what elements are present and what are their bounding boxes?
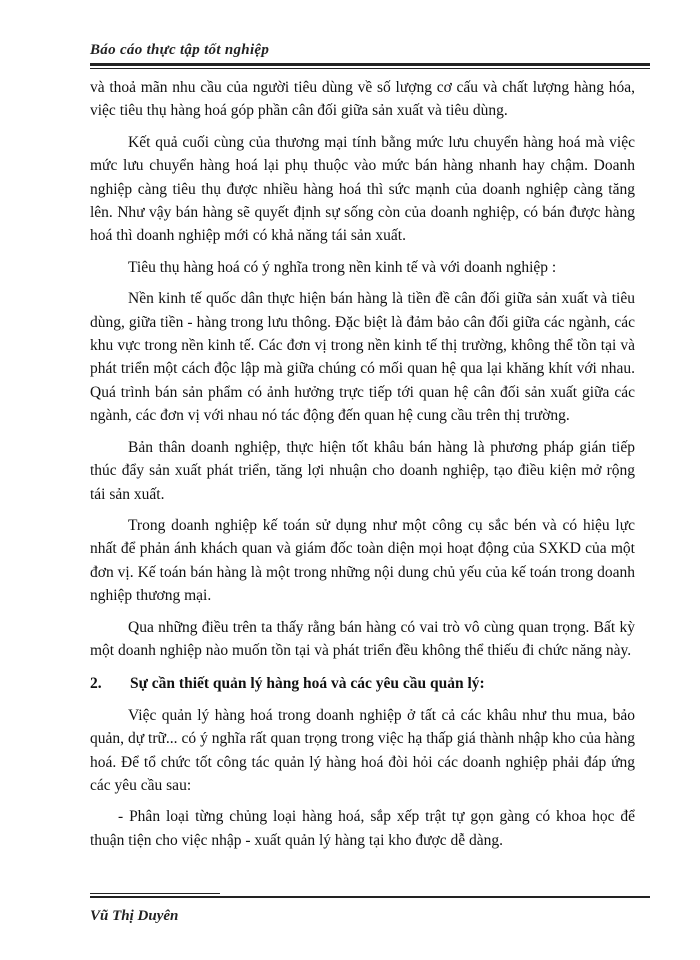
paragraph-enterprise-itself: Bản thân doanh nghiệp, thực hiện tốt khâu bán hàng là phương pháp gián tiếp thúc đẩy sản xuất phát triển, tăng lợi nhuận cho doanh nghiệp, tạo điều kiện mở rộng tái sản xuất.: [90, 438, 635, 503]
footer-rule-short: [90, 893, 220, 894]
page-header: [90, 40, 650, 69]
page-footer: [90, 893, 650, 925]
paragraph-continuation: và thoả mãn nhu cầu của người tiêu dùng về số lượng cơ cấu và chất lượng hàng hóa, việc tiêu thụ hàng hoá góp phần cân đối giữa sản xuất và tiêu dùng.: [90, 79, 635, 120]
paragraph-meaning-intro: Tiêu thụ hàng hoá có ý nghĩa trong nền kinh tế và với doanh nghiệp :: [128, 258, 557, 276]
paragraph-conclusion: Qua những điều trên ta thấy rằng bán hàng có vai trò vô cùng quan trọng. Bất kỳ một doanh nghiệp nào muốn tồn tại và phát triển đều không thể thiếu đi chức năng này.: [90, 618, 635, 659]
paragraph-result-of-trade: Kết quả cuối cùng của thương mại tính bằng mức lưu chuyển hàng hoá mà việc mức lưu chuyển hàng hoá lại phụ thuộc vào mức bán hàng nhanh hay chậm. Doanh nghiệp càng tiêu thụ được nhiều hàng hoá thì sức mạnh của doanh nghiệp càng tăng lên. Như vậy bán hàng sẽ quyết định sự sống còn của doanh nghiệp, có bán được hàng hoá thì doanh nghiệp mới có khả năng tái sản xuất.: [90, 133, 635, 245]
paragraph-goods-management: Việc quản lý hàng hoá trong doanh nghiệp ở tất cả các khâu như thu mua, bảo quản, dự trữ... có ý nghĩa rất quan trọng trong việc hạ thấp giá thành nhập kho của hàng hoá. Để tổ chức tốt công tác quản lý hàng hoá đòi hỏi các doanh nghiệp phải đáp ứng các yêu cầu sau:: [90, 706, 635, 794]
section-title: Sự cần thiết quản lý hàng hoá và các yêu cầu quản lý:: [130, 675, 485, 693]
paragraph-national-economy: Nền kinh tế quốc dân thực hiện bán hàng là tiền đề cân đối giữa sản xuất và tiêu dùng, giữa tiền - hàng trong lưu thông. Đặc biệt là đảm bảo cân đối giữa các ngành, các khu vực trong nền kinh tế. Các đơn vị trong nền kinh tế thị trường, không thể tồn tại và phát triển một cách độc lập mà giữa chúng có mối quan hệ qua lại khăng khít với nhau. Quá trình bán sản phẩm có ảnh hưởng trực tiếp tới quan hệ cân đối sản xuất giữa các ngành, các đơn vị với nhau nó tác động đến quan hệ cung cầu trên thị trường.: [90, 290, 635, 425]
list-item-classification: - Phân loại từng chủng loại hàng hoá, sắp xếp trật tự gọn gàng có khoa học để thuận tiện cho việc nhập - xuất quản lý hàng tại kho được dễ dàng.: [90, 808, 635, 849]
header-rule-thin: [90, 68, 650, 69]
section-number: 2.: [90, 675, 102, 693]
header-rule-thick: [90, 63, 650, 66]
header-title: Báo cáo thực tập tốt nghiệp: [90, 42, 270, 58]
section-heading: [90, 672, 635, 695]
footer-rule: [90, 896, 650, 898]
paragraph-accounting-tool: Trong doanh nghiệp kế toán sử dụng như một công cụ sắc bén và có hiệu lực nhất để phản ánh khách quan và giám đốc toàn diện mọi hoạt động của SXKD của một đơn vị. Kế toán bán hàng là một trong những nội dung chủ yếu của kế toán trong doanh nghiệp thương mại.: [90, 516, 635, 605]
document-body: [90, 76, 635, 860]
footer-author: Vũ Thị Duyên: [90, 908, 179, 924]
